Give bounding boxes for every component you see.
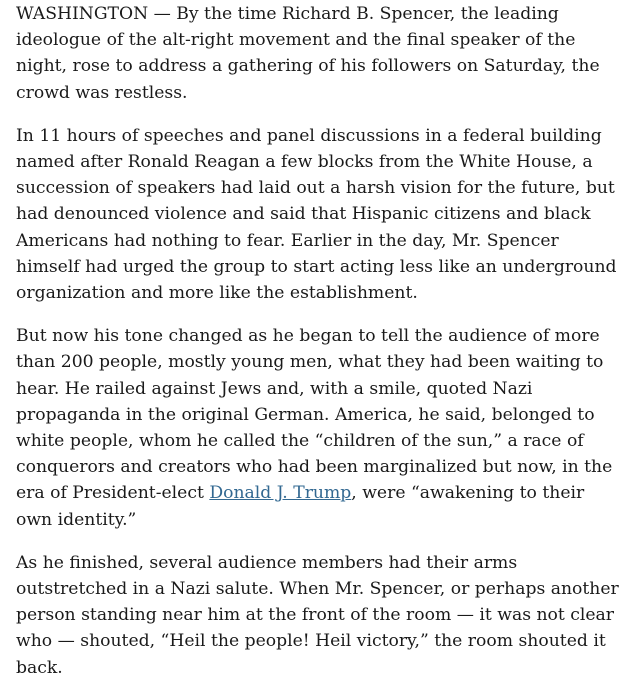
article-body xyxy=(16,0,622,698)
paragraph-2: In 11 hours of speeches and panel discussions in a federal building named after Ronald Reagan a few blocks from the White House, a succession of speakers had laid out a harsh vision for the future, but had denounced violence and said that Hispanic citizens and black Americans had nothing to fear. Earlier in the day, Mr. Spencer himself had urged the group to start acting less like an underground organization and more like the establishment. xyxy=(16,125,617,304)
paragraph-3-text-after-link: , were “awakening to their own identity.” xyxy=(16,483,585,530)
paragraph-3 xyxy=(16,323,622,533)
donald-trump-link[interactable]: Donald J. Trump xyxy=(209,483,352,504)
paragraph-1: WASHINGTON — By the time Richard B. Spencer, the leading ideologue of the alt-right movement and the final speaker of the night, rose to address a gathering of his followers on Saturday, the crowd was restless. xyxy=(16,4,600,103)
paragraph-3-text-before-link: But now his tone changed as he began to tell the audience of more than 200 people, mostly young men, what they had been waiting to hear. He railed against Jews and, with a smile, quoted Nazi propaganda in the original German. America, he said, belonged to white people, whom he called the “children of the sun,” a race of conquerors and creators who had been marginalized but now, in the era of President-elect xyxy=(16,326,613,504)
paragraph-4: As he finished, several audience members had their arms outstretched in a Nazi salute. When Mr. Spencer, or perhaps another person standing near him at the front of the room — it was not clear who — shouted, “Heil the people! Heil victory,” the room shouted it back. xyxy=(16,552,619,678)
